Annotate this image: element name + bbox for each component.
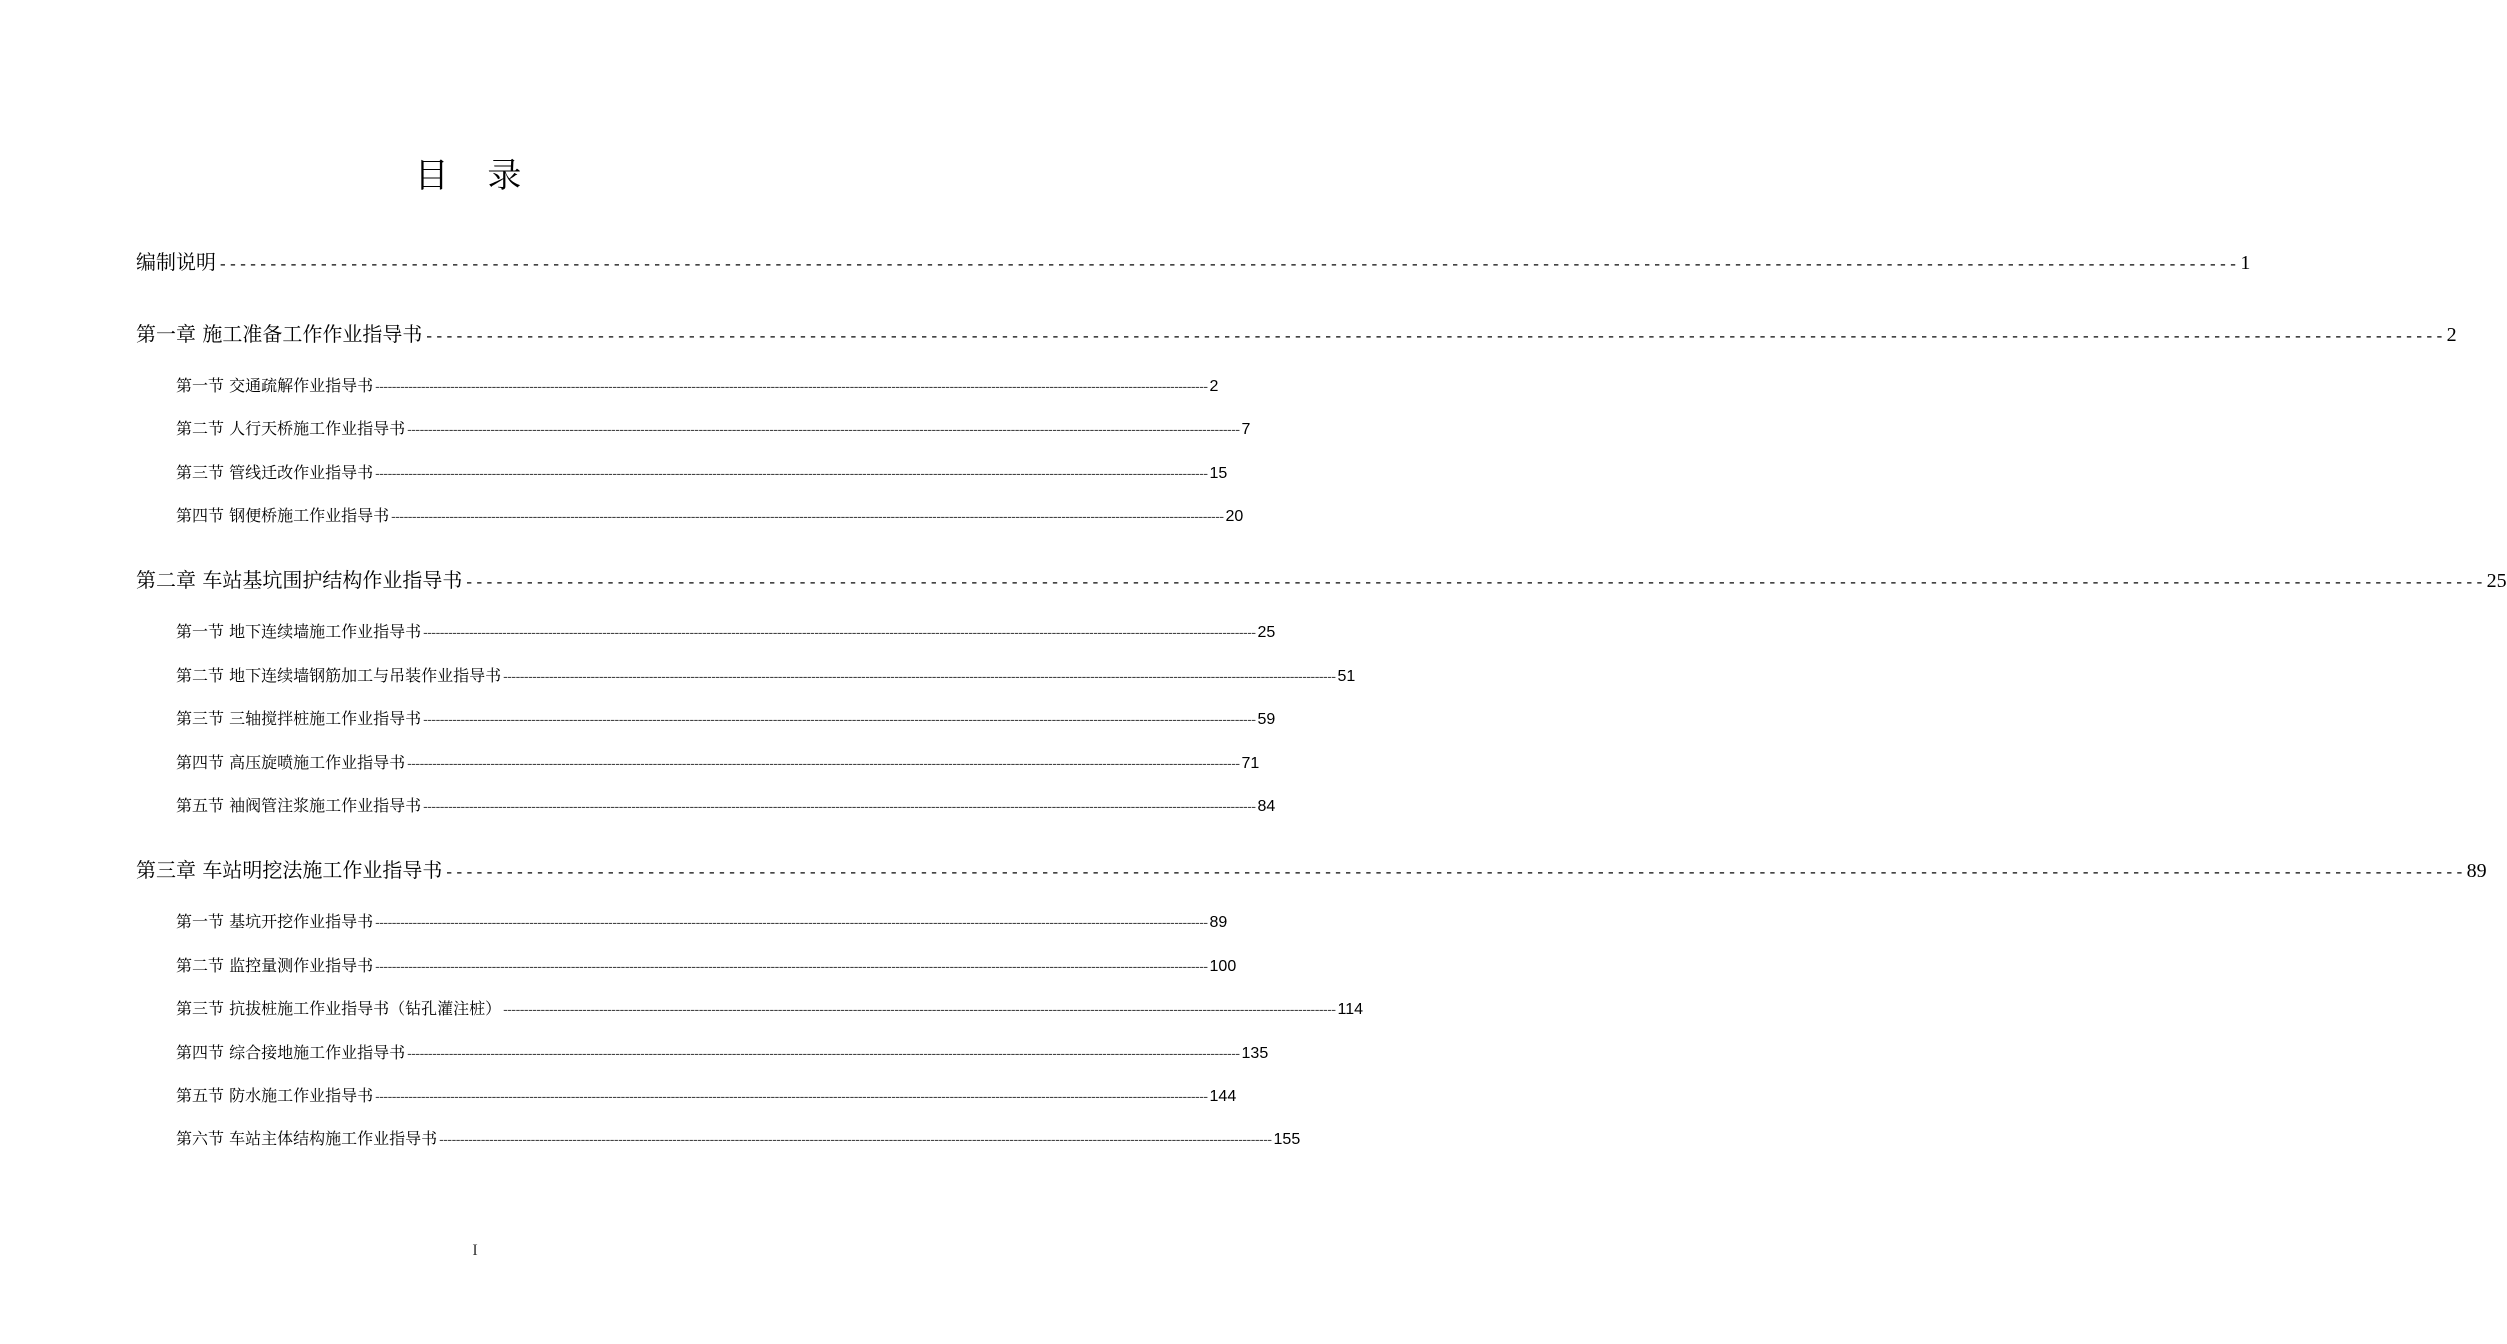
dot-leader: -------------------------------------------------------------------------------------------------------------------------------------------------------------------------------------------------------- [464, 574, 2485, 592]
toc-page-number: 2 [1209, 378, 1219, 395]
dot-leader: -------------------------------------------------------------------------------------------------------------------------------------------------------------------------------------------------------- [439, 1131, 1272, 1147]
toc-section[interactable] [176, 750, 1260, 776]
toc-entry-label: 第五节 防水施工作业指导书 [176, 1086, 374, 1105]
toc-page-number: 1 [2240, 252, 2251, 274]
dot-leader: -------------------------------------------------------------------------------------------------------------------------------------------------------------------------------------------------------- [444, 864, 2465, 882]
dot-leader: -------------------------------------------------------------------------------------------------------------------------------------------------------------------------------------------------------- [375, 958, 1208, 974]
toc-page-number: 7 [1241, 421, 1251, 438]
dot-leader: -------------------------------------------------------------------------------------------------------------------------------------------------------------------------------------------------------- [407, 1045, 1240, 1061]
toc-section[interactable] [176, 663, 1356, 689]
dot-leader: -------------------------------------------------------------------------------------------------------------------------------------------------------------------------------------------------------- [407, 755, 1240, 771]
dot-leader: -------------------------------------------------------------------------------------------------------------------------------------------------------------------------------------------------------- [375, 1088, 1208, 1104]
toc-entry-label: 第五节 袖阀管注浆施工作业指导书 [176, 796, 422, 815]
toc-page-number: 25 [1257, 624, 1276, 641]
toc-entry-label: 第二节 人行天桥施工作业指导书 [176, 419, 406, 438]
dot-leader: -------------------------------------------------------------------------------------------------------------------------------------------------------------------------------------------------------- [503, 1001, 1336, 1017]
toc-entry-label: 第一节 交通疏解作业指导书 [176, 376, 374, 395]
dot-leader: -------------------------------------------------------------------------------------------------------------------------------------------------------------------------------------------------------- [375, 465, 1208, 481]
toc-entry-label: 第四节 综合接地施工作业指导书 [176, 1043, 406, 1062]
toc-chapter-3[interactable] [136, 854, 2487, 884]
toc-section[interactable] [176, 1083, 1237, 1109]
toc-section[interactable] [176, 706, 1276, 732]
dot-leader: -------------------------------------------------------------------------------------------------------------------------------------------------------------------------------------------------------- [375, 378, 1208, 394]
toc-chapter-2[interactable] [136, 564, 2507, 594]
toc-entry-label: 第一节 基坑开挖作业指导书 [176, 912, 374, 931]
toc-page-number: 51 [1337, 668, 1356, 685]
toc-page-number: 84 [1257, 798, 1276, 815]
toc-entry-label: 第三节 管线迁改作业指导书 [176, 463, 374, 482]
toc-page-number: 155 [1273, 1131, 1301, 1148]
dot-leader: -------------------------------------------------------------------------------------------------------------------------------------------------------------------------------------------------------- [407, 421, 1240, 437]
toc-section[interactable] [176, 909, 1228, 935]
dot-leader: -------------------------------------------------------------------------------------------------------------------------------------------------------------------------------------------------------- [423, 711, 1256, 727]
toc-entry-label: 第三章 车站明挖法施工作业指导书 [136, 858, 443, 882]
toc-page-number: 59 [1257, 711, 1276, 728]
toc-section[interactable] [176, 793, 1276, 819]
dot-leader: -------------------------------------------------------------------------------------------------------------------------------------------------------------------------------------------------------- [503, 668, 1336, 684]
toc-entry-preface[interactable] [136, 246, 2251, 276]
toc-page-number: 2 [2446, 324, 2457, 346]
toc-entry-label: 编制说明 [136, 250, 216, 274]
dot-leader: -------------------------------------------------------------------------------------------------------------------------------------------------------------------------------------------------------- [423, 624, 1256, 640]
toc-page-number: 15 [1209, 465, 1228, 482]
toc-entry-label: 第二节 地下连续墙钢筋加工与吊装作业指导书 [176, 666, 502, 685]
dot-leader: -------------------------------------------------------------------------------------------------------------------------------------------------------------------------------------------------------- [423, 798, 1256, 814]
toc-page-number: 144 [1209, 1088, 1237, 1105]
toc-entry-label: 第二节 监控量测作业指导书 [176, 956, 374, 975]
toc-page-number: 89 [1209, 914, 1228, 931]
toc-entry-label: 第四节 高压旋喷施工作业指导书 [176, 753, 406, 772]
toc-page-number: 100 [1209, 958, 1237, 975]
dot-leader: -------------------------------------------------------------------------------------------------------------------------------------------------------------------------------------------------------- [375, 914, 1208, 930]
toc-page-number: 135 [1241, 1045, 1269, 1062]
toc-section[interactable] [176, 619, 1276, 645]
toc-page-number: 25 [2486, 570, 2507, 592]
toc-entry-label: 第一节 地下连续墙施工作业指导书 [176, 622, 422, 641]
toc-section[interactable] [176, 996, 1364, 1022]
toc-section[interactable] [176, 1040, 1269, 1066]
toc-section[interactable] [176, 1126, 1301, 1152]
toc-entry-label: 第四节 钢便桥施工作业指导书 [176, 506, 390, 525]
toc-entry-label: 第三节 抗拔桩施工作业指导书（钻孔灌注桩） [176, 999, 502, 1018]
toc-chapter-1[interactable] [136, 318, 2457, 348]
page-footer-number: I [472, 1242, 478, 1259]
toc-page-number: 114 [1337, 1001, 1364, 1018]
toc-section[interactable] [176, 503, 1244, 529]
toc-entry-label: 第三节 三轴搅拌桩施工作业指导书 [176, 709, 422, 728]
page-title: 目 录 [414, 156, 536, 196]
toc-entry-label: 第六节 车站主体结构施工作业指导书 [176, 1129, 438, 1148]
toc-section[interactable] [176, 416, 1251, 442]
toc-section[interactable] [176, 953, 1237, 979]
dot-leader: -------------------------------------------------------------------------------------------------------------------------------------------------------------------------------------------------------- [218, 256, 2239, 274]
toc-page-number: 71 [1241, 755, 1260, 772]
toc-section[interactable] [176, 460, 1228, 486]
toc-page-number: 20 [1225, 508, 1244, 525]
toc-entry-label: 第二章 车站基坑围护结构作业指导书 [136, 568, 463, 592]
toc-page-number: 89 [2466, 860, 2487, 882]
toc-section[interactable] [176, 373, 1219, 399]
dot-leader: -------------------------------------------------------------------------------------------------------------------------------------------------------------------------------------------------------- [391, 508, 1224, 524]
toc-entry-label: 第一章 施工准备工作作业指导书 [136, 322, 423, 346]
dot-leader: -------------------------------------------------------------------------------------------------------------------------------------------------------------------------------------------------------- [424, 328, 2445, 346]
